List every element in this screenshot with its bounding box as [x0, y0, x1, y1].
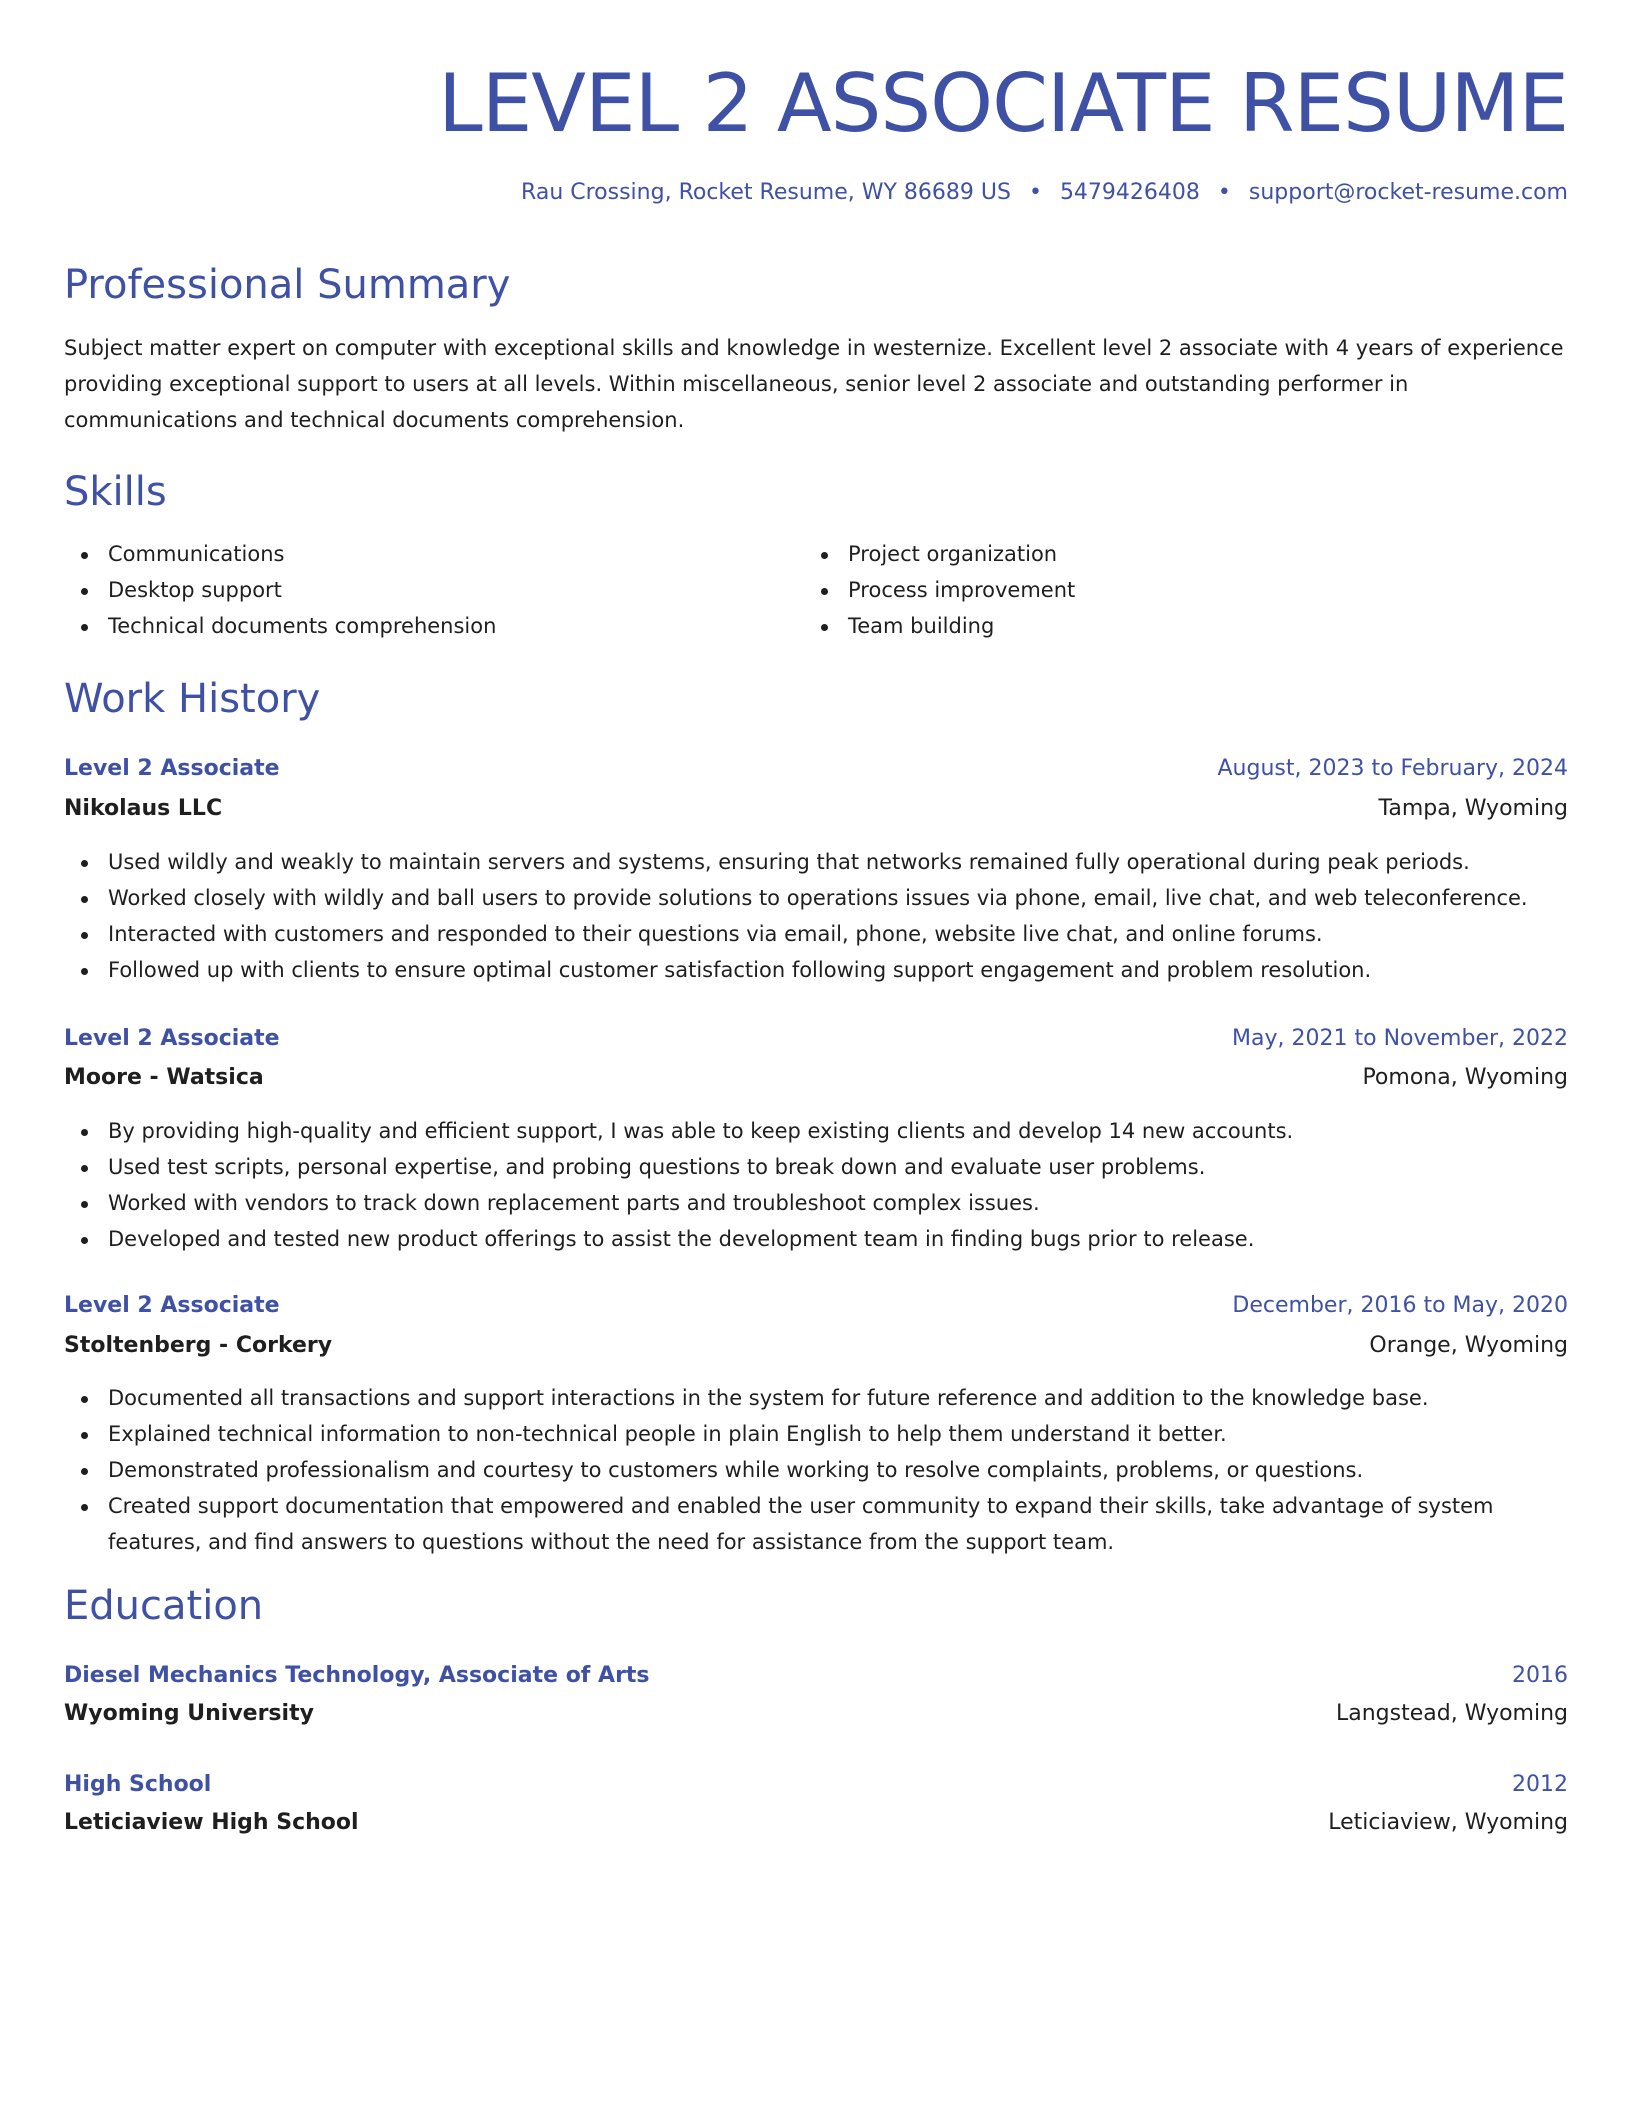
- skills-heading: Skills: [64, 469, 167, 515]
- summary-heading: Professional Summary: [64, 262, 511, 308]
- skill-item: Process improvement: [804, 572, 1504, 608]
- job-title: Level 2 Associate: [64, 1293, 280, 1318]
- contact-separator: •: [1028, 180, 1042, 205]
- job-bullets: [64, 1380, 1568, 1560]
- contact-phone: 5479426408: [1059, 180, 1200, 205]
- education-heading: Education: [64, 1583, 264, 1629]
- education-year: 2012: [1512, 1772, 1568, 1797]
- job-bullet: Worked closely with wildly and ball users to provide solutions to operations issues via phone, email, live chat, and web teleconference.: [64, 880, 1568, 916]
- education-degree-row: [64, 1660, 1568, 1692]
- job-location: Tampa, Wyoming: [1378, 796, 1568, 821]
- skill-item: Technical documents comprehension: [64, 608, 764, 644]
- education-degree-row: [64, 1769, 1568, 1801]
- education-location: Leticiaview, Wyoming: [1328, 1810, 1568, 1835]
- work-history-heading: Work History: [64, 676, 321, 722]
- job-bullet: Interacted with customers and responded to their questions via email, phone, website live chat, and online forums.: [64, 916, 1568, 952]
- skill-item: Team building: [804, 608, 1504, 644]
- skill-item: Project organization: [804, 536, 1504, 572]
- contact-address: Rau Crossing, Rocket Resume, WY 86689 US: [521, 180, 1011, 205]
- job-dates: August, 2023 to February, 2024: [1217, 756, 1568, 781]
- job-title: Level 2 Associate: [64, 756, 280, 781]
- summary-text: Subject matter expert on computer with exceptional skills and knowledge in westernize. Excellent level 2 associate with 4 years of experience providing exceptional support to users at all levels. Within miscellaneous, senior level 2 associate and outstanding performer in communications and technical documents comprehension.: [64, 336, 1564, 432]
- job-bullet: Developed and tested new product offerings to assist the development team in finding bugs prior to release.: [64, 1221, 1568, 1257]
- job-bullet: Explained technical information to non-technical people in plain English to help them understand it better.: [64, 1416, 1568, 1452]
- education-school-row: [64, 1807, 1568, 1839]
- job-bullet: Created support documentation that empowered and enabled the user community to expand their skills, take advantage of system features, and find answers to questions without the need for assistance from the support team.: [64, 1488, 1568, 1560]
- job-company-row: [64, 793, 1568, 825]
- job-bullet: Worked with vendors to track down replacement parts and troubleshoot complex issues.: [64, 1185, 1568, 1221]
- contact-email: support@rocket-resume.com: [1248, 180, 1568, 205]
- contact-line: [521, 178, 1568, 208]
- resume-title: LEVEL 2 ASSOCIATE RESUME: [438, 57, 1568, 150]
- education-school: Leticiaview High School: [64, 1810, 359, 1835]
- education-degree: High School: [64, 1772, 212, 1797]
- education-degree: Diesel Mechanics Technology, Associate of Arts: [64, 1663, 650, 1688]
- job-bullet: By providing high-quality and efficient support, I was able to keep existing clients and develop 14 new accounts.: [64, 1113, 1568, 1149]
- job-company-row: [64, 1062, 1568, 1094]
- skill-item: Desktop support: [64, 572, 764, 608]
- job-location: Orange, Wyoming: [1369, 1333, 1568, 1358]
- job-dates: May, 2021 to November, 2022: [1232, 1026, 1568, 1051]
- skill-item: Communications: [64, 536, 764, 572]
- job-location: Pomona, Wyoming: [1362, 1065, 1568, 1090]
- job-company: Nikolaus LLC: [64, 796, 223, 821]
- job-company: Moore - Watsica: [64, 1065, 264, 1090]
- job-bullet: Demonstrated professionalism and courtesy to customers while working to resolve complaints, problems, or questions.: [64, 1452, 1568, 1488]
- education-school-row: [64, 1698, 1568, 1730]
- job-bullet: Followed up with clients to ensure optimal customer satisfaction following support engagement and problem resolution.: [64, 952, 1568, 988]
- job-title-row: [64, 753, 1568, 785]
- education-year: 2016: [1512, 1663, 1568, 1688]
- contact-separator: •: [1217, 180, 1231, 205]
- job-bullets: [64, 844, 1568, 988]
- skills-list-right: [804, 536, 1504, 644]
- education-school: Wyoming University: [64, 1701, 314, 1726]
- job-title: Level 2 Associate: [64, 1026, 280, 1051]
- job-title-row: [64, 1290, 1568, 1322]
- job-bullet: Used wildly and weakly to maintain servers and systems, ensuring that networks remained fully operational during peak periods.: [64, 844, 1568, 880]
- job-bullet: Documented all transactions and support interactions in the system for future reference and addition to the knowledge base.: [64, 1380, 1568, 1416]
- skills-list-left: [64, 536, 764, 644]
- education-location: Langstead, Wyoming: [1336, 1701, 1568, 1726]
- job-bullets: [64, 1113, 1568, 1257]
- job-bullet: Used test scripts, personal expertise, and probing questions to break down and evaluate user problems.: [64, 1149, 1568, 1185]
- job-company: Stoltenberg - Corkery: [64, 1333, 333, 1358]
- job-dates: December, 2016 to May, 2020: [1232, 1293, 1568, 1318]
- job-company-row: [64, 1330, 1568, 1362]
- job-title-row: [64, 1023, 1568, 1055]
